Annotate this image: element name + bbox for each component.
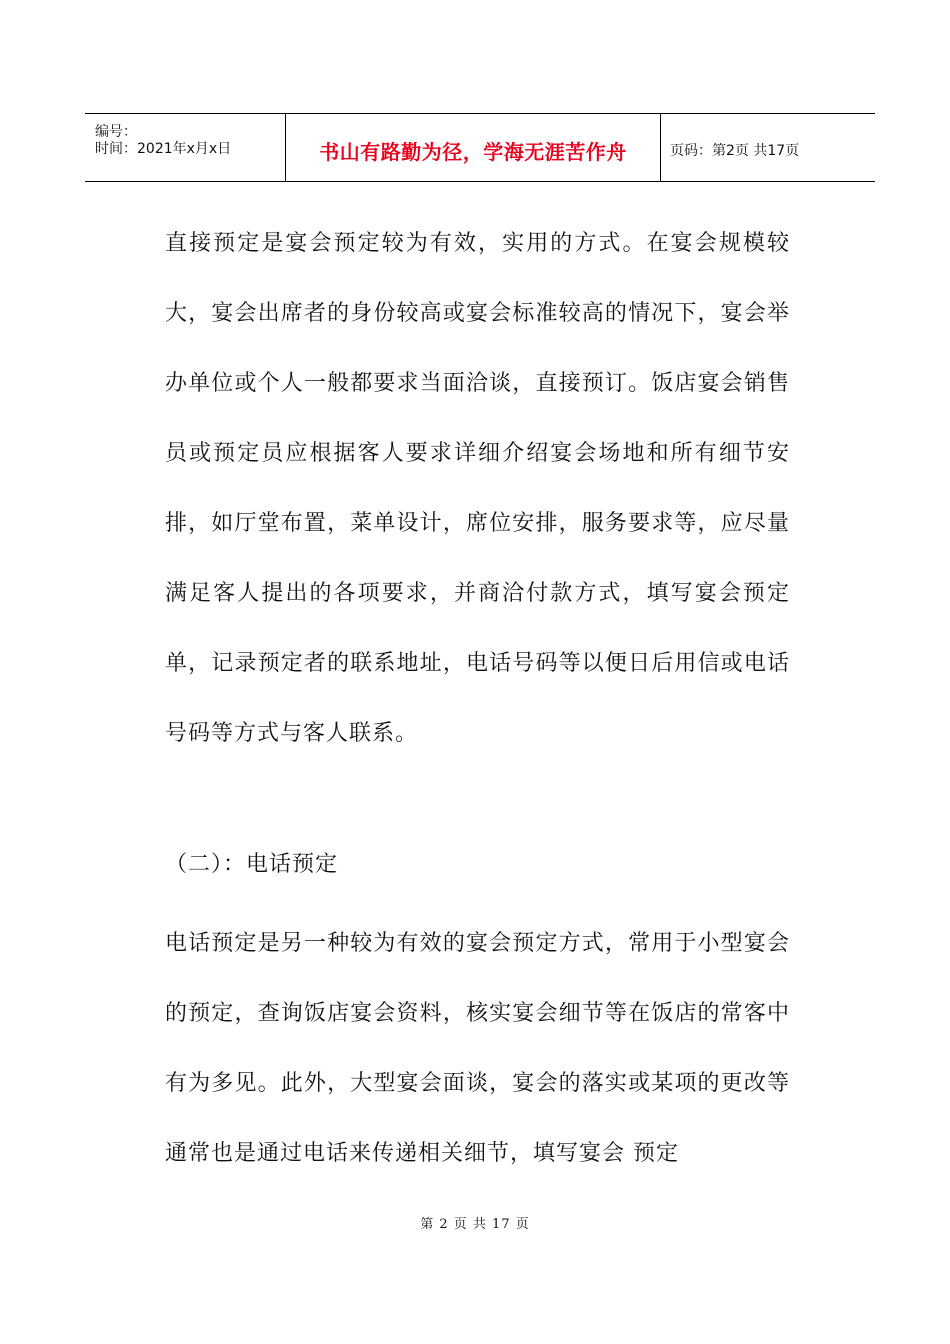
body-paragraph-phone-booking: 电话预定是另一种较为有效的宴会预定方式，常用于小型宴会的预定，查询饭店宴会资料，核实宴会细节等在饭店的常客中有为多见。此外，大型宴会面谈，宴会的落实或某项的更改等通常也是通过电话来传递相关细节，填写宴会 预定	[165, 931, 790, 1166]
motto-text: 书山有路勤为径，学海无涯苦作舟	[319, 140, 627, 164]
section-heading-phone-booking: （二）：电话预定	[165, 852, 339, 877]
document-date-label: 时间：2021年x月x日	[95, 141, 232, 157]
header-page-code: 页码：第2页 共17页	[670, 143, 800, 159]
header-meta-cell	[85, 114, 285, 181]
document-number-label: 编号：	[95, 124, 137, 140]
page-header	[85, 113, 875, 182]
page-footer: 第 2 页 共 17 页	[420, 1217, 530, 1232]
body-paragraph-direct-booking: 直接预定是宴会预定较为有效，实用的方式。在宴会规模较大，宴会出席者的身份较高或宴会标准较高的情况下，宴会举办单位或个人一般都要求当面洽谈，直接预订。饭店宴会销售员或预定员应根据客人要求详细介绍宴会场地和所有细节安排，如厅堂布置，菜单设计，席位安排，服务要求等，应尽量满足客人提出的各项要求，并商洽付款方式，填写宴会预定单，记录预定者的联系地址，电话号码等以便日后用信或电话号码等方式与客人联系。	[165, 231, 790, 746]
header-page-cell	[660, 114, 875, 181]
header-motto-cell	[285, 114, 661, 181]
